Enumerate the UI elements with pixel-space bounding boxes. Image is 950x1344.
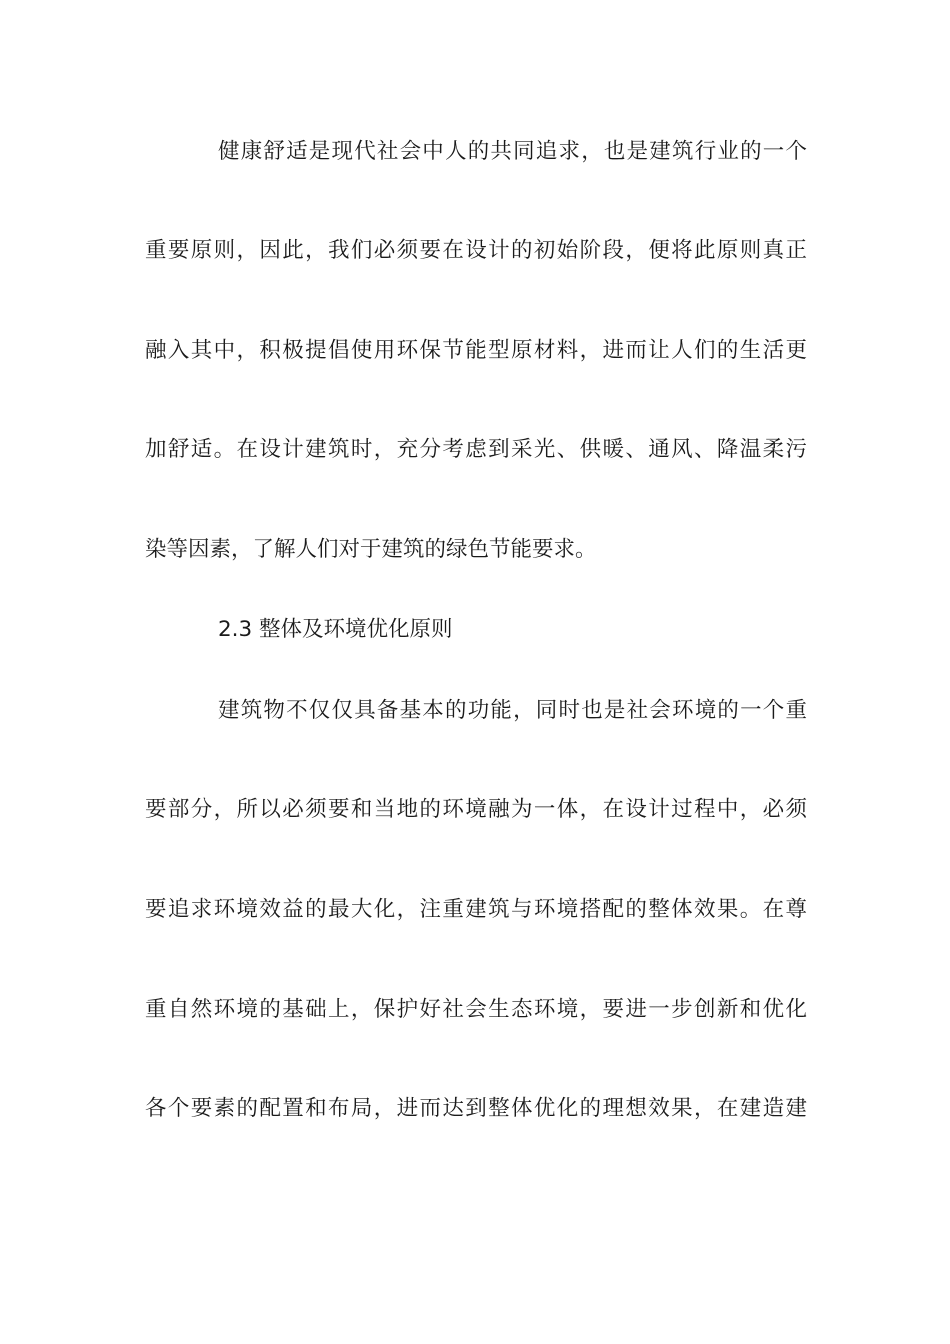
paragraph-2-line-1: 建筑物不仅仅具备基本的功能，同时也是社会环境的一个重	[218, 698, 807, 723]
paragraph-1-line-5: 染等因素，了解人们对于建筑的绿色节能要求。	[145, 537, 597, 562]
paragraph-2-line-3: 要追求环境效益的最大化，注重建筑与环境搭配的整体效果。在尊	[145, 897, 807, 922]
paragraph-2-line-2: 要部分，所以必须要和当地的环境融为一体，在设计过程中，必须	[145, 797, 807, 822]
paragraph-1-line-1: 健康舒适是现代社会中人的共同追求，也是建筑行业的一个	[218, 139, 807, 164]
paragraph-2-line-5: 各个要素的配置和布局，进而达到整体优化的理想效果，在建造建	[145, 1096, 807, 1121]
paragraph-1-line-3: 融入其中，积极提倡使用环保节能型原材料，进而让人们的生活更	[145, 338, 807, 363]
section-heading: 2.3 整体及环境优化原则	[218, 617, 453, 642]
paragraph-1-line-2: 重要原则，因此，我们必须要在设计的初始阶段，便将此原则真正	[145, 238, 807, 263]
paragraph-2-line-4: 重自然环境的基础上，保护好社会生态环境，要进一步创新和优化	[145, 997, 807, 1022]
paragraph-1-line-4: 加舒适。在设计建筑时，充分考虑到采光、供暖、通风、降温柔污	[145, 437, 807, 462]
